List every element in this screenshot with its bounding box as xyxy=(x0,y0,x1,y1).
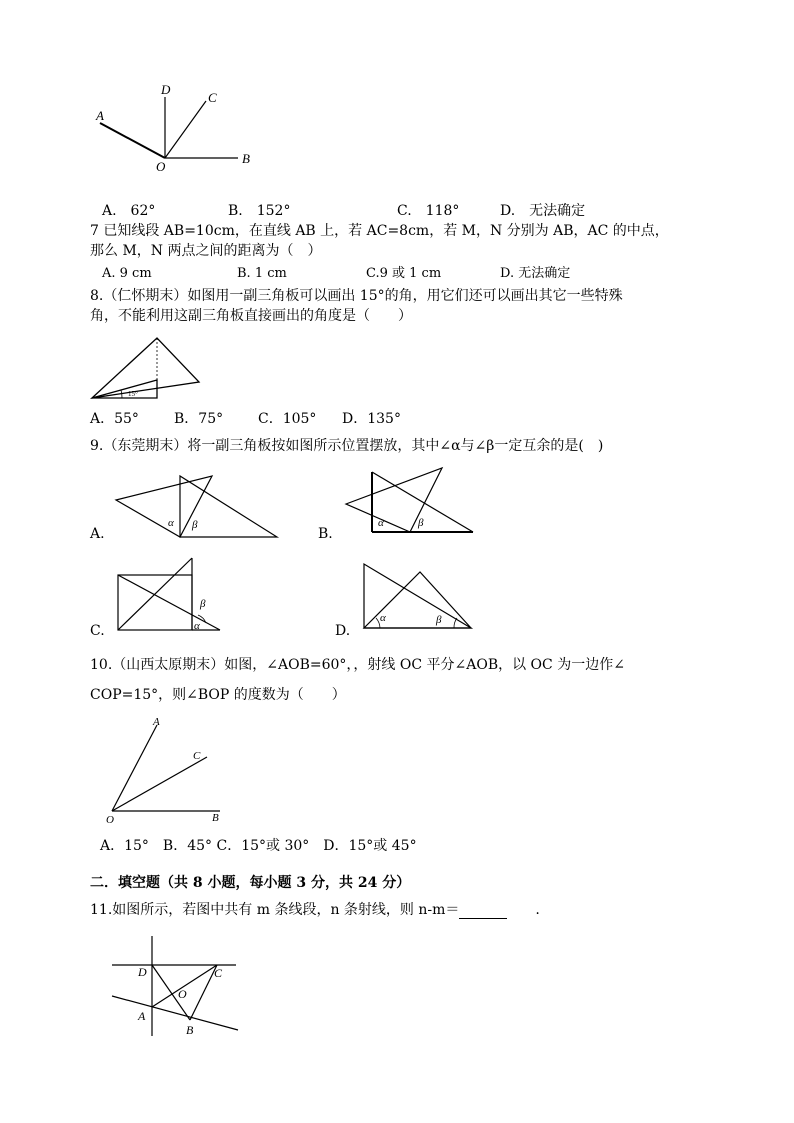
q6-option-b: B. 152° xyxy=(228,203,291,219)
q9b-beta: β xyxy=(418,517,424,529)
q7-stem-line1: 7 已知线段 AB=10cm，在直线 AB 上，若 AC=8cm，若 M，N 分别为 AB，AC 的中点， xyxy=(90,223,669,239)
q7-option-b: B. 1 cm xyxy=(237,266,287,281)
q11-label-a: A xyxy=(138,1009,146,1023)
q10-label-a: A xyxy=(153,716,160,728)
q8-angle-label: 15° xyxy=(128,390,138,398)
q11-label-c: C xyxy=(214,966,223,980)
q9c-beta: β xyxy=(200,598,206,610)
q9c-alpha: α xyxy=(194,620,200,632)
q7-option-a: A. 9 cm xyxy=(102,266,152,281)
q6-label-b: B xyxy=(242,151,250,166)
q10-options: A．15° B．45° C．15°或 30° D．15°或 45° xyxy=(100,838,417,854)
q9b-alpha: α xyxy=(378,517,384,529)
q9-figure-a xyxy=(110,470,285,540)
q9-figure-c xyxy=(112,553,227,635)
q11-label-d: D xyxy=(138,965,147,979)
q10-stem-line1: 10.（山西太原期末）如图，∠AOB=60°，，射线 OC 平分∠AOB，以 OC 为一边作∠ xyxy=(90,657,625,673)
q8-triangle-figure xyxy=(88,334,208,404)
q9-label-d: D. xyxy=(335,623,351,639)
q6-option-d: D. 无法确定 xyxy=(500,203,586,219)
q10-stem-line2: COP=15°，则∠BOP 的度数为（ ） xyxy=(90,687,346,703)
section2-title: 二．填空题（共 8 小题，每小题 3 分，共 24 分） xyxy=(90,875,411,891)
q11-label-o: O xyxy=(178,987,187,1001)
q8-option-c: C．105° xyxy=(258,411,317,427)
q8-stem-line2: 角，不能利用这副三角板直接画出的角度是（ ） xyxy=(90,308,412,324)
q8-option-d: D．135° xyxy=(342,411,401,427)
q6-angle-figure xyxy=(88,80,268,180)
q8-option-b: B．75° xyxy=(174,411,224,427)
q6-label-a: A xyxy=(96,108,104,123)
q11-stem-before: 11.如图所示，若图中共有 m 条线段，n 条射线，则 n-m＝ xyxy=(90,902,460,918)
q6-label-d: D xyxy=(161,82,171,97)
q9-label-b: B. xyxy=(318,526,333,542)
q6-option-a: A. 62° xyxy=(102,203,156,219)
q11-answer-blank[interactable] xyxy=(459,904,507,919)
q8-stem-line1: 8.（仁怀期末）如图用一副三角板可以画出 15°的角，用它们还可以画出其它一些特殊 xyxy=(90,288,623,304)
q7-stem-line2: 那么 M，N 两点之间的距离为（ ） xyxy=(90,243,322,259)
q7-option-c: C.9 或 1 cm xyxy=(366,266,442,281)
q9d-beta: β xyxy=(436,614,442,626)
q6-label-o: O xyxy=(156,159,166,174)
q6-option-c: C. 118° xyxy=(397,203,460,219)
q10-label-o: O xyxy=(106,814,114,826)
q9-label-c: C. xyxy=(90,623,105,639)
q9-figure-d xyxy=(358,558,478,634)
q9-stem: 9.（东莞期末）将一副三角板按如图所示位置摆放，其中∠α与∠β一定互余的是( ) xyxy=(90,438,604,454)
q10-angle-figure xyxy=(100,715,235,830)
q11-label-b: B xyxy=(186,1023,194,1037)
q9d-alpha: α xyxy=(380,612,386,624)
q6-label-c: C xyxy=(208,90,217,105)
q9a-alpha: α xyxy=(168,517,174,529)
q9a-beta: β xyxy=(192,519,198,531)
q11-stem-after: . xyxy=(507,902,540,918)
q8-option-a: A．55° xyxy=(90,411,139,427)
q10-label-c: C xyxy=(193,750,201,762)
q9-label-a: A. xyxy=(90,526,105,542)
q7-option-d: D. 无法确定 xyxy=(500,266,571,281)
q11-lines-figure xyxy=(108,932,243,1040)
q9-figure-b xyxy=(340,462,480,537)
q11-stem xyxy=(90,901,540,919)
q10-label-b: B xyxy=(212,812,219,824)
